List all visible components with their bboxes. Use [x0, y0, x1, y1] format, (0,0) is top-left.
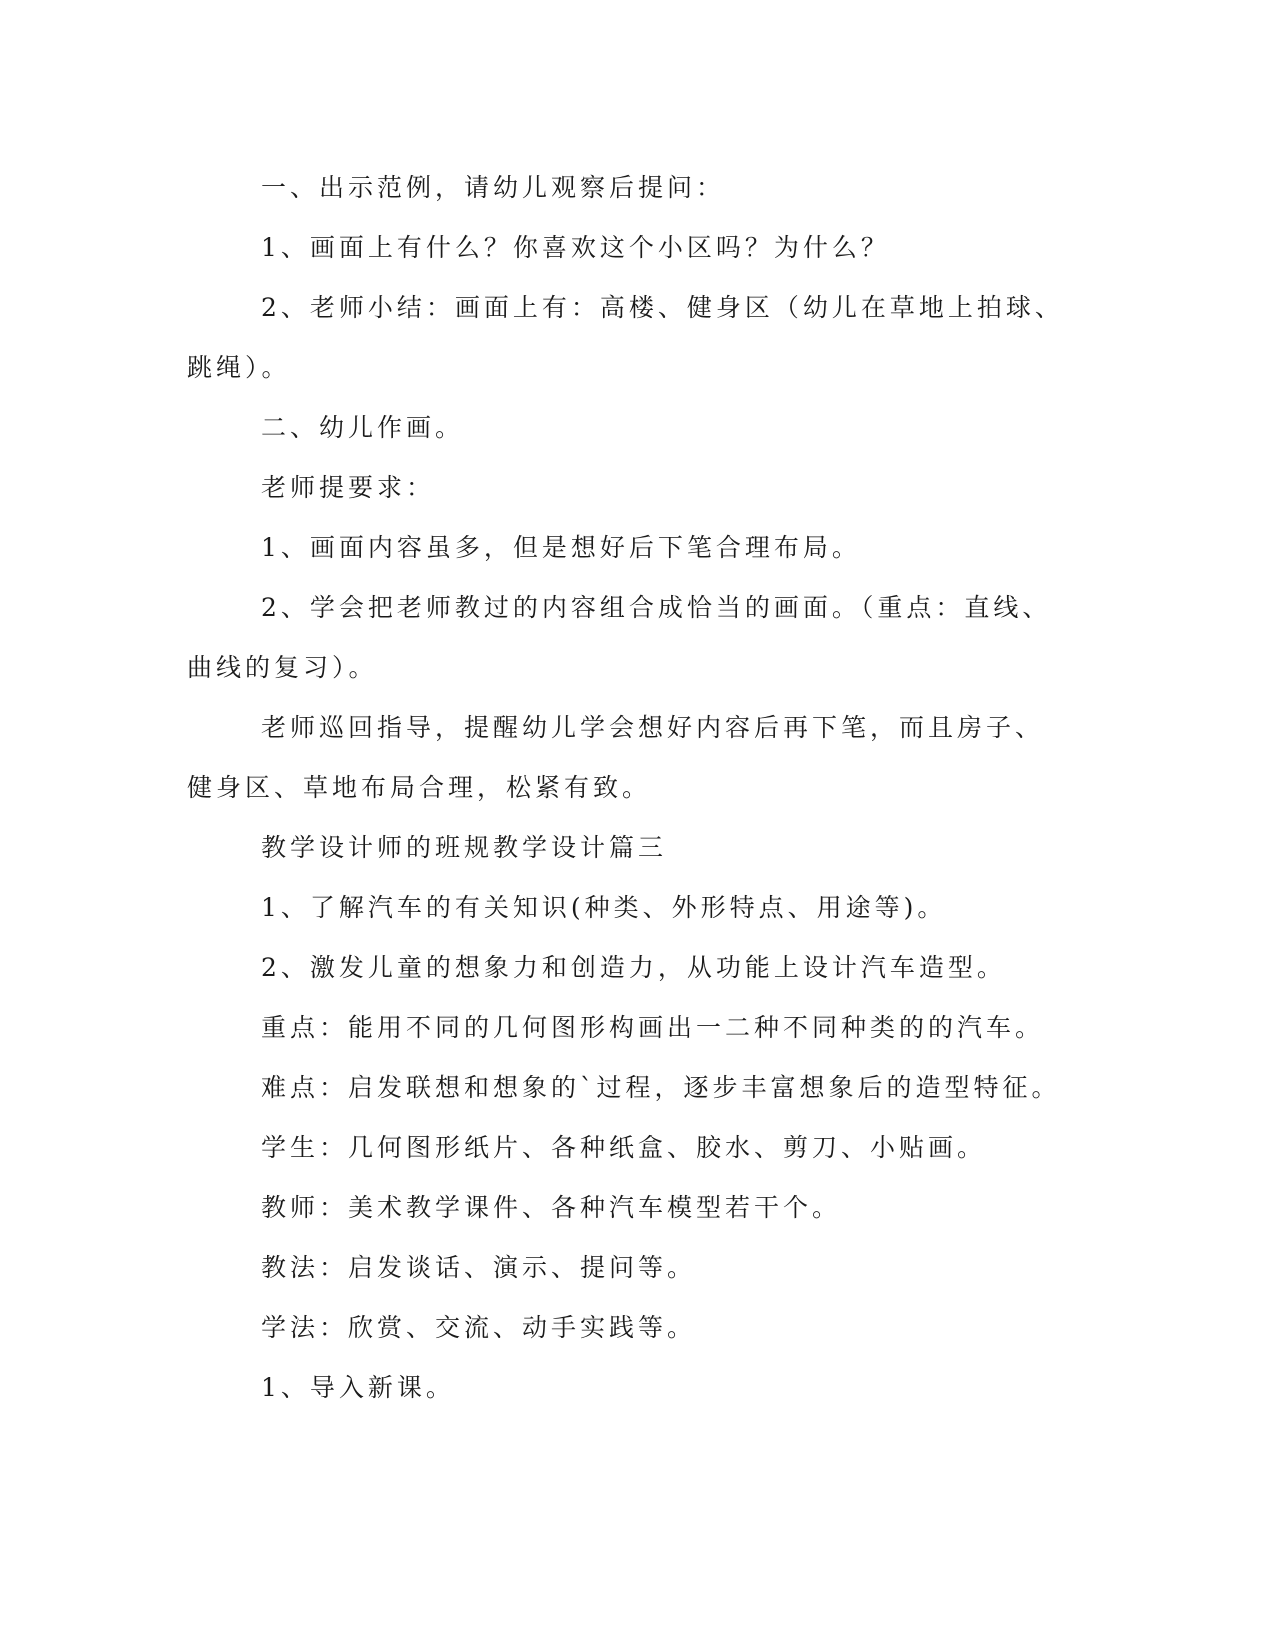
paragraph-objective-one: 1、了解汽车的有关知识(种类、外形特点、用途等)。 [261, 893, 947, 922]
paragraph-key-point: 重点：能用不同的几何图形构画出一二种不同种类的的汽车。 [261, 1013, 1045, 1042]
document-body [187, 158, 1067, 1418]
paragraph-question: 1、画面上有什么？你喜欢这个小区吗？为什么？ [261, 233, 890, 262]
paragraph-student-materials: 学生：几何图形纸片、各种纸盒、胶水、剪刀、小贴画。 [261, 1133, 987, 1162]
paragraph-difficulty: 难点：启发联想和想象的`过程，逐步丰富想象后的造型特征。 [261, 1073, 1061, 1102]
paragraph-learning-method: 学法：欣赏、交流、动手实践等。 [261, 1313, 697, 1342]
paragraph-requirement-one: 1、画面内容虽多，但是想好后下笔合理布局。 [261, 533, 861, 562]
paragraph-introduce-lesson: 1、导入新课。 [261, 1373, 455, 1402]
section-heading: 教学设计师的班规教学设计篇三 [261, 833, 668, 862]
paragraph-step-two: 二、幼儿作画。 [261, 413, 465, 442]
paragraph-teaching-method: 教法：启发谈话、演示、提问等。 [261, 1253, 697, 1282]
paragraph-teacher-summary: 2、老师小结：画面上有：高楼、健身区（幼儿在草地上拍球、跳绳）。 [187, 293, 1064, 382]
paragraph-intro-step-one: 一、出示范例，请幼儿观察后提问： [261, 173, 726, 202]
paragraph-requirement-two: 2、学会把老师教过的内容组合成恰当的画面。（重点：直线、曲线的复习）。 [187, 593, 1052, 682]
paragraph-requirements-heading: 老师提要求： [261, 473, 436, 502]
paragraph-teacher-guidance: 老师巡回指导，提醒幼儿学会想好内容后再下笔，而且房子、健身区、草地布局合理，松紧有致。 [187, 713, 1045, 802]
paragraph-objective-two: 2、激发儿童的想象力和创造力，从功能上设计汽车造型。 [261, 953, 1006, 982]
paragraph-teacher-materials: 教师：美术教学课件、各种汽车模型若干个。 [261, 1193, 842, 1222]
